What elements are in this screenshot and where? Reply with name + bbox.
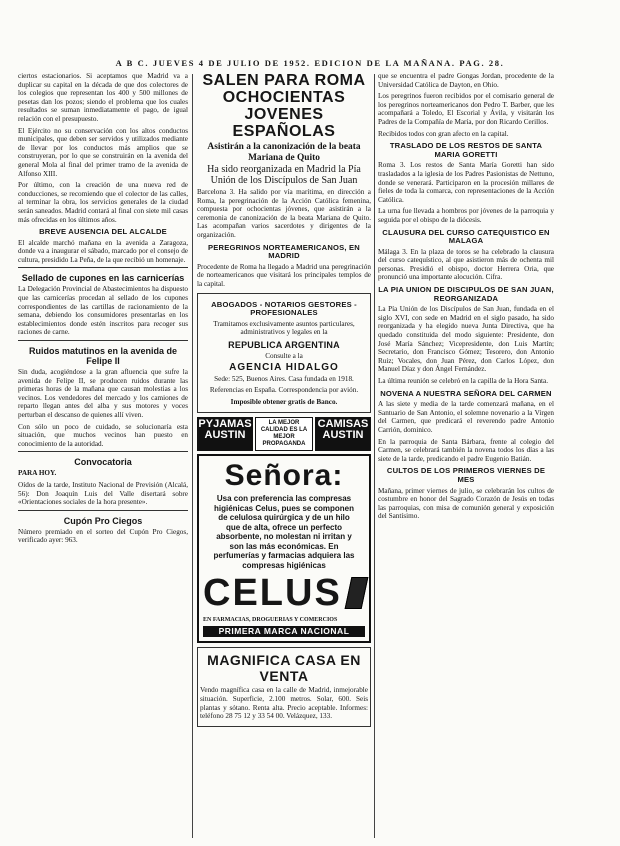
- article-text: La Pía Unión de los Discípulos de San Juan, fundada en el siglo XVI, con sede en Madrid en el siglo pasado, ha sido reorganizada y ha elegido nueva Junta Directiva, que ha quedado constituida del modo siguiente: Presidente, don José María Sánchez; Vicepresidente, don Luis Martín; Secretario, don Francisco Gómez; Tesorero, don Antonio Ruiz; Vocales, don Juan Pérez, don Carlos López, don Manuel Díaz y don Ángel Fernández.: [378, 305, 554, 374]
- ad-primera-marca: PRIMERA MARCA NACIONAL: [203, 626, 365, 637]
- article-text: ciertos estacionarios. Si aceptamos que Madrid va a duplicar su capital en la década de que dos colectores de los colegios que representan los 400 y 500 millones de pesetas dan los pozos; siendo el problema que los cuales resultados se suman inmediatamente el pago, de igual relación con el presupuesto.: [18, 72, 188, 123]
- ad-country: REPUBLICA ARGENTINA: [228, 339, 340, 350]
- headline-novena: NOVENA A NUESTRA SEÑORA DEL CARMEN: [380, 388, 552, 398]
- ad-senora-body: Usa con preferencia las compresas higiénicas Celus, pues se componen de celulosa quirúrgica y de un hilo que de alta, ofrece un perfecto absorbente, no molestan ni irritan y son las más económicas. En perfumerías y farmacias adquiera las compresas higiénicas: [213, 494, 355, 570]
- headline-cultos: CULTOS DE LOS PRIMEROS VIERNES DE MES: [386, 466, 546, 484]
- ad-agencia-hidalgo: [197, 293, 371, 414]
- ad-celus: [197, 454, 371, 643]
- column-middle: [197, 72, 371, 842]
- article-text: La urna fue llevada a hombros por jóvenes de la parroquia y seguida por el obispo de la diócesis.: [378, 207, 554, 224]
- ad-text: Imposible obtener gratis de Banco.: [230, 397, 338, 406]
- article-text: Málaga 3. En la plaza de toros se ha celebrado la clausura del curso catequístico, al que asistieron más de ochenta mil personas. Presidió el obispo, doctor Herrera Oria, que pronunció una importante alocución. Cifra.: [378, 247, 554, 282]
- column-left: [18, 72, 188, 842]
- article-text: En la parroquia de Santa Bárbara, frente al colegio del Carmen, se celebrará también la novena todos los días a las siete de la tarde, predicando el padre Eugenio Batián.: [378, 437, 554, 463]
- article-text: Mañana, primer viernes de julio, se celebrarán los cultos de costumbre en honor del Sagrado Corazón de Jesús en todas las parroquias, con misa de comunión general y exposición del Santísimo.: [378, 486, 554, 521]
- divider: [18, 510, 188, 511]
- ad-strip: EN FARMACIAS, DROGUERIAS Y COMERCIOS: [203, 617, 338, 624]
- headline-pia-union: Ha sido reorganizada en Madrid la Pía Unión de los Discípulos de San Juan: [207, 164, 361, 186]
- headline-pia-union: LA PIA UNION DE DISCIPULOS DE SAN JUAN, REORGANIZADA: [378, 285, 554, 303]
- headline-ruidos: Ruidos matutinos en la avenida de Felipe II: [28, 346, 178, 367]
- article-text: El alcalde marchó mañana en la avenida a Zaragoza, donde va a inaugurar el sábado, marcado por el consejo de cultura, presidido La Peña, de la que recibió un homenaje.: [18, 238, 188, 264]
- column-divider: [192, 74, 193, 838]
- ad-pyjamas: PYJAMAS AUSTIN: [197, 417, 253, 451]
- headline-clausura: CLAUSURA DEL CURSO CATEQUISTICO EN MALAGA: [382, 227, 550, 246]
- ad-text: Referencias en España. Correspondencia por avión.: [209, 386, 359, 395]
- headline-peregrinos: PEREGRINOS NORTEAMERICANOS, EN MADRID: [208, 242, 360, 261]
- column-right: [378, 72, 554, 842]
- main-headline-2: OCHOCIENTAS JOVENES: [222, 89, 346, 123]
- ad-agency-name: AGENCIA HIDALGO: [229, 362, 339, 374]
- divider: [18, 340, 188, 341]
- headline-alcalde: BREVE AUSENCIA DEL ALCALDE: [39, 227, 167, 237]
- ad-casa-text: Vendo magnífica casa en la calle de Madrid, inmejorable situación. Superficie, 2.100 metros. Solar, 600. Seis plantas y sótano. Renta alta. Precio aceptable. Informes: teléfono 28 75 12 y 33 54 00. Velázquez, 133.: [200, 686, 368, 721]
- headline-convocatoria: Convocatoria: [74, 457, 132, 468]
- ad-text: Tramitamos exclusivamente asuntos particulares, administrativos y legales en la: [213, 319, 355, 337]
- article-text: El Ejército no su conservación con los altos conductos municipales, que deben ser servidos y utilizados mediante de llevar por los conductos más amplios que se construyeran, por lo que se construirán en la avenida del general Mola al final del primer tramo de la avenida de Alfonso XIII.: [18, 126, 188, 178]
- article-text: Procedente de Roma ha llegado a Madrid una peregrinación de norteamericanos que visitará los principales templos de la capital.: [197, 262, 371, 288]
- running-head: A B C. JUEVES 4 DE JULIO DE 1952. EDICION DE LA MAÑANA. PAG. 28.: [115, 58, 505, 68]
- article-text: que se encuentra el padre Gongas Jordan, procedente de la Universidad Católica de Dayton, en Ohio.: [378, 72, 554, 89]
- para-hoy-label: PARA HOY.: [18, 469, 57, 478]
- headline-cupon: Cupón Pro Ciegos: [63, 515, 143, 526]
- celus-brand: [203, 573, 365, 613]
- article-text: Con sólo un poco de cuidado, se solucionaría esta situación, que muchos vecinos han puesto en conocimiento de la autoridad.: [18, 422, 188, 448]
- ad-camisas: CAMISAS AUSTIN: [315, 417, 371, 451]
- divider: [18, 267, 188, 268]
- ad-austin-slogan: LA MEJOR CALIDAD ES LA MEJOR PROPAGANDA: [255, 417, 313, 451]
- divider: [18, 451, 188, 452]
- main-headline-3: ESPAÑOLAS: [232, 123, 336, 140]
- ad-text: Sede: 525, Buenos Aires. Casa fundada en 1918.: [214, 374, 354, 383]
- headline-sellado: Sellado de cupones en las carnicerías: [21, 273, 185, 284]
- article-text: La última reunión se celebró en la capilla de la Hora Santa.: [378, 377, 549, 385]
- article-text: Recibidos todos con gran afecto en la capital.: [378, 129, 509, 138]
- ad-senora-title: Señora:: [224, 459, 344, 493]
- article-text: La Delegación Provincial de Abastecimientos ha dispuesto que las carnicerías procedan al sellado de los cupones correspondientes de las cartillas de racionamiento de la semana, debiendo los consumidores presentarlas en los establecimientos donde estén inscritos para recoger sus raciones de carne.: [18, 285, 188, 337]
- article-text: Los peregrinos fueron recibidos por el comisario general de los peregrinos norteamericanos don Pedro T. Barber, que les acompañará a Toledo, El Escorial y Ávila, y visitarán los Padres de la Compañía de María, por don Ricardo Cerillos.: [378, 92, 554, 126]
- article-text: Sin duda, acogiéndose a la gran afluencia que sufre la avenida de Felipe II, se producen ruidos durante las primeras horas de la mañana que causan molestias a los vecinos. Los vendedores del mercado y los camiones de reparto llegan antes del alba y sus motores y voces perturban el descanso de quienes allí viven.: [18, 368, 188, 419]
- article-text: A las siete y media de la tarde comenzará mañana, en el Santuario de San Antonio, el solemne novenario a la Virgen del Carmen, que predicará el reverendo padre Antonio Carrión, dominico.: [378, 400, 554, 434]
- celus-logo: CELUS: [203, 572, 342, 615]
- main-subhead: Asistirán a la canonización de la beata Mariana de Quito: [207, 142, 361, 163]
- main-headline-1: SALEN PARA ROMA: [202, 72, 366, 89]
- article-text: Roma 3. Los restos de Santa María Goretti han sido trasladados a la iglesia de los Padres Pasionistas de Nettuno, donde se venerará. Participaron en la procesión millares de fieles de toda la comarca, con representaciones de la Acción Católica.: [378, 161, 554, 204]
- ad-austin: [197, 417, 371, 451]
- article-text: Número premiado en el sorteo del Cupón Pro Ciegos, verificado ayer: 963.: [18, 527, 188, 545]
- column-divider: [374, 74, 375, 838]
- ad-text: Consulte a la: [265, 351, 303, 360]
- ad-casa-venta: [197, 647, 371, 726]
- article-text: Barcelona 3. Ha salido por vía marítima, en dirección a Roma, la peregrinación de la Acción Católica femenina, compuesta por ochocientas jóvenes, que asistirán a la ceremonia de canonización de la beata Mariana de Quito. Las acompañan varios sacerdotes y dirigentes de la organización.: [197, 188, 371, 239]
- ad-title: ABOGADOS - NOTARIOS GESTORES - PROFESIONALES: [211, 299, 357, 318]
- ad-casa-title: MAGNIFICA CASA EN VENTA: [207, 652, 361, 685]
- headline-traslado: TRASLADO DE LOS RESTOS DE SANTA MARIA GORETTI: [389, 141, 543, 159]
- article-text: Oídos de la tarde, Instituto Nacional de Previsión (Alcalá, 56): Don Joaquín Luis del Valle disertará sobre «Orientaciones sociales de la hora presente».: [18, 480, 188, 507]
- package-icon: [344, 577, 368, 609]
- article-text: Por último, con la creación de una nueva red de conducciones, se recomiendo que el colector de las calles, al terminar la obra, los servicios generales de la ciudad serán saneados. Madrid contará al final con siete mil casas más ofrecidas en los últimos años.: [18, 181, 188, 224]
